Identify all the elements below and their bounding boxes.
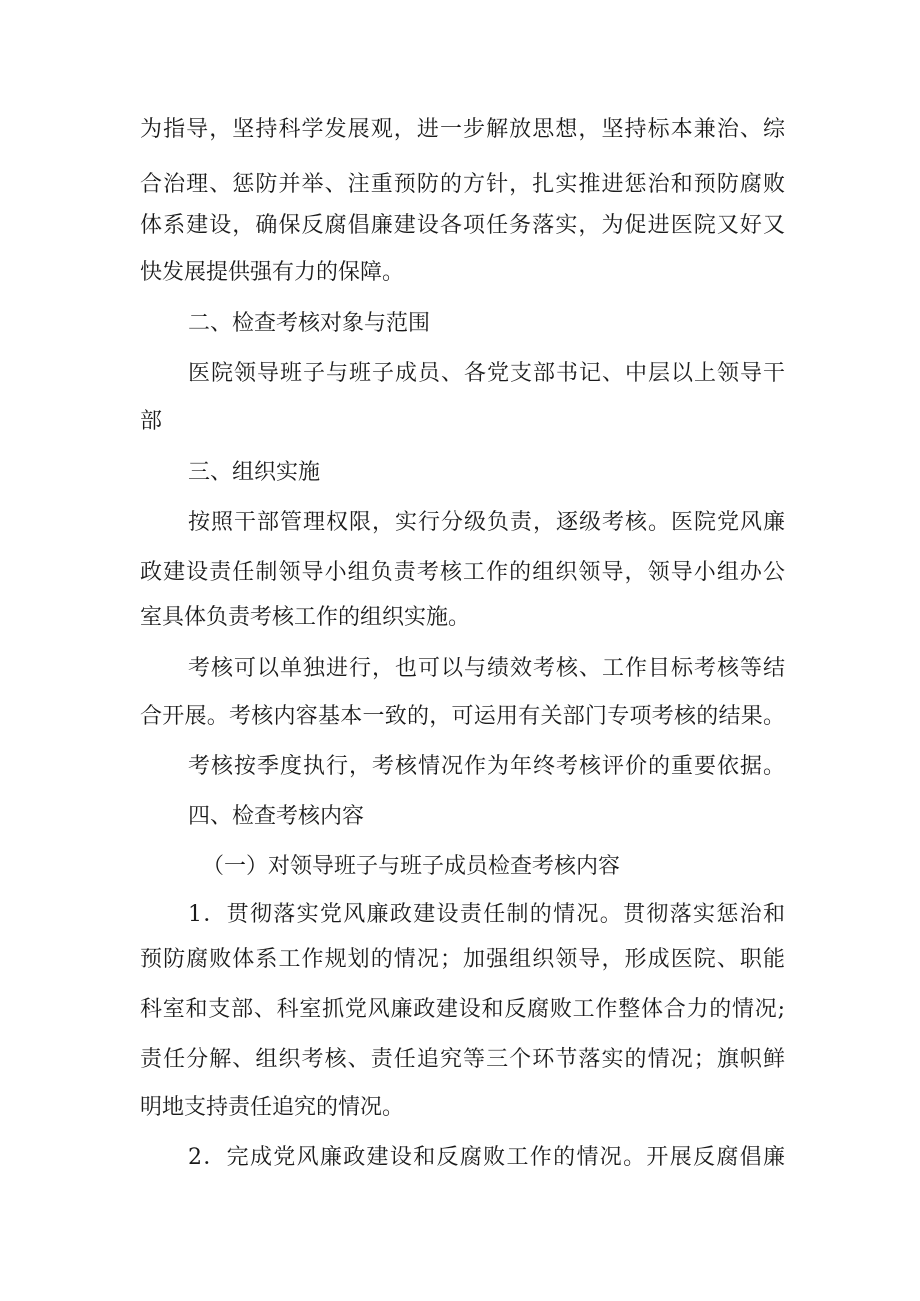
paragraph-line: 合开展。考核内容基本一致的，可运用有关部门专项考核的结果。	[140, 704, 785, 729]
paragraph-line: 考核按季度执行，考核情况作为年终考核评价的重要依据。	[188, 754, 785, 779]
paragraph-line: 体系建设，确保反腐倡廉建设各项任务落实，为促进医院又好又	[140, 213, 785, 238]
paragraph-line: 为指导，坚持科学发展观，进一步解放思想，坚持标本兼治、综	[140, 117, 785, 142]
section-heading: 二、检查考核对象与范围	[188, 311, 431, 336]
subsection-heading: （一）对领导班子与班子成员检查考核内容	[202, 854, 621, 879]
paragraph-line: 考核可以单独进行，也可以与绩效考核、工作目标考核等结	[188, 656, 785, 681]
paragraph-line: 明地支持责任追究的情况。	[140, 1095, 405, 1120]
paragraph-line: 1．贯彻落实党风廉政建设责任制的情况。贯彻落实惩治和	[188, 902, 785, 927]
paragraph-line: 合治理、惩防并举、注重预防的方针，扎实推进惩治和预防腐败	[140, 172, 785, 197]
paragraph-line: 预防腐败体系工作规划的情况；加强组织领导，形成医院、职能	[140, 947, 785, 972]
paragraph-line: 医院领导班子与班子成员、各党支部书记、中层以上领导干	[188, 361, 785, 386]
section-heading: 四、检查考核内容	[188, 804, 365, 829]
paragraph-line: 责任分解、组织考核、责任追究等三个环节落实的情况；旗帜鲜	[140, 1047, 785, 1072]
paragraph-line: 部	[140, 409, 163, 434]
paragraph-line: 快发展提供强有力的保障。	[140, 260, 405, 285]
paragraph-line: 科室和支部、科室抓党风廉政建设和反腐败工作整体合力的情况;	[140, 997, 785, 1022]
paragraph-line: 按照干部管理权限，实行分级负责，逐级考核。医院党风廉	[188, 510, 785, 535]
section-heading: 三、组织实施	[188, 460, 321, 485]
paragraph-line: 政建设责任制领导小组负责考核工作的组织领导，领导小组办公	[140, 560, 785, 585]
paragraph-line: 2．完成党风廉政建设和反腐败工作的情况。开展反腐倡廉	[188, 1145, 785, 1170]
paragraph-line: 室具体负责考核工作的组织实施。	[140, 605, 471, 630]
